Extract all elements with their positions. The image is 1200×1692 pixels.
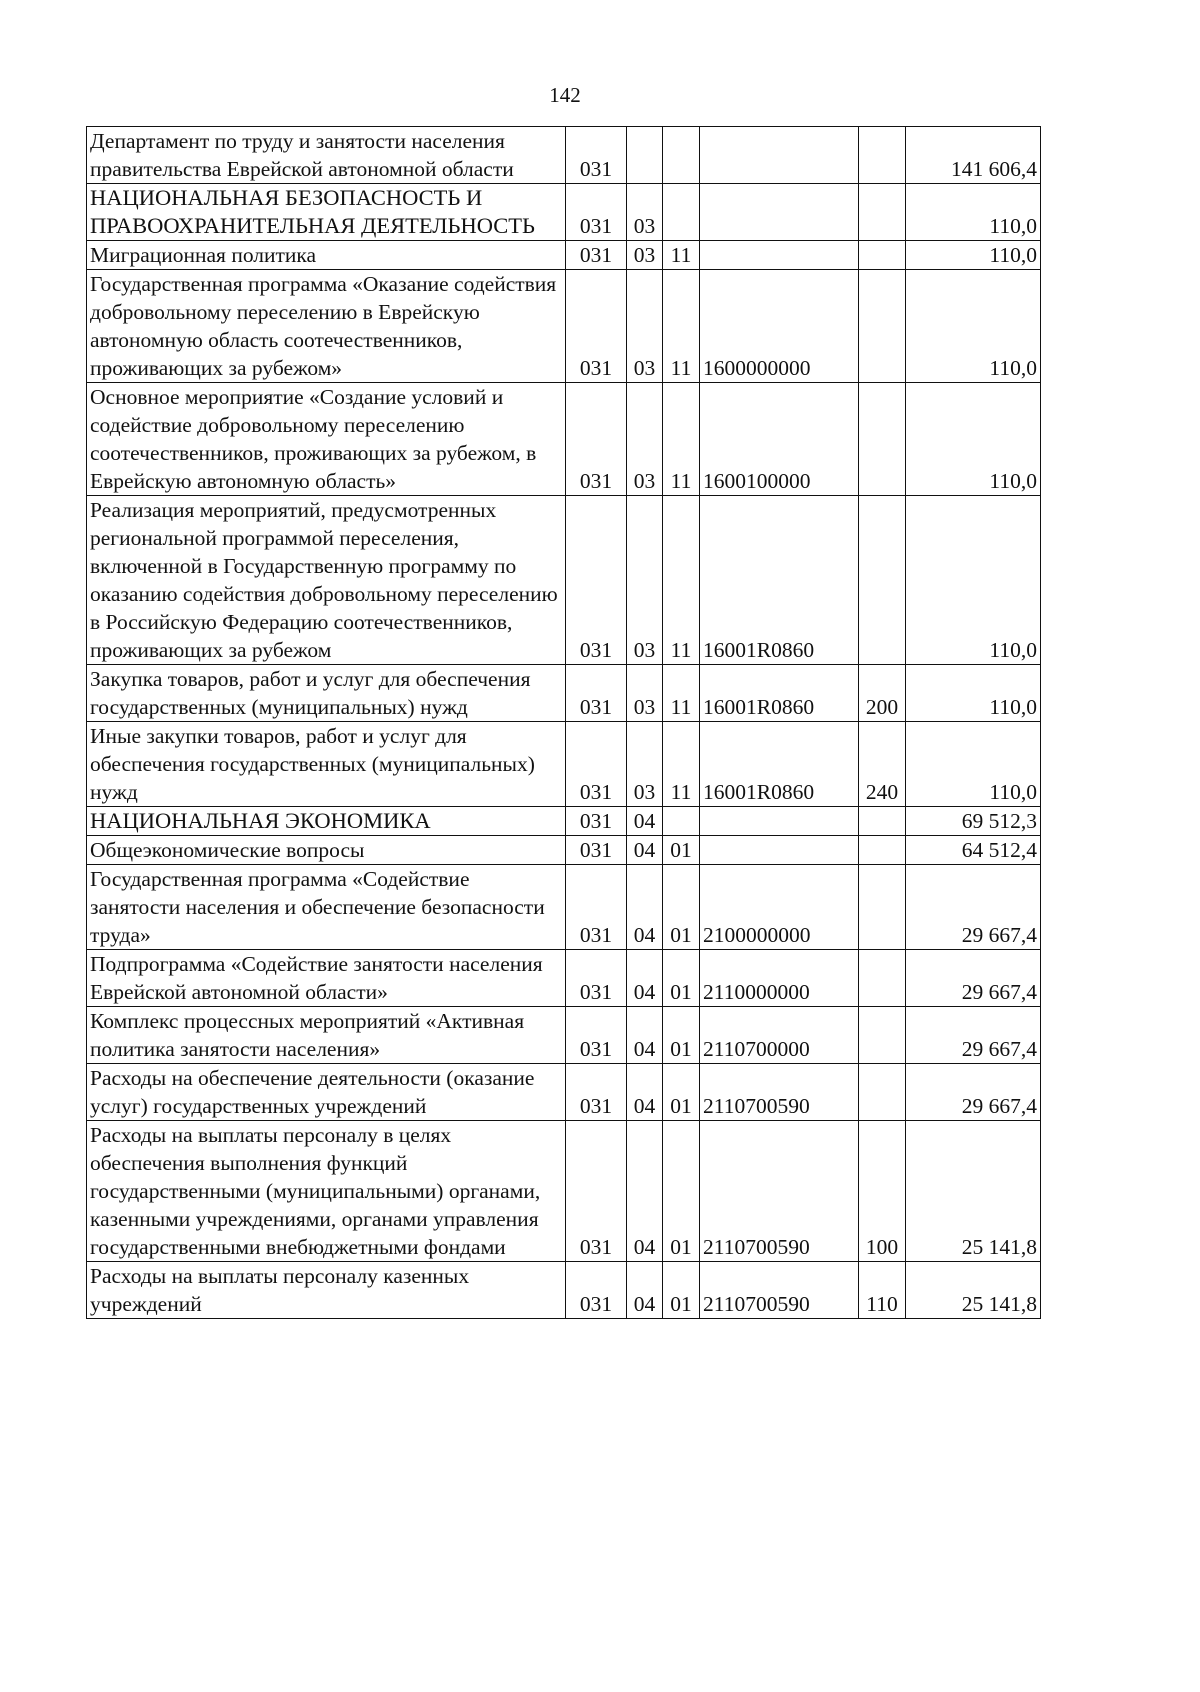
amount-cell: 110,0: [906, 184, 1041, 241]
ministry-code-cell: 031: [566, 241, 627, 270]
subsection-code-cell: 01: [663, 865, 700, 950]
table-row: [87, 1064, 1041, 1121]
ministry-code-cell: 031: [566, 722, 627, 807]
target-article-cell: 2110700590: [700, 1064, 859, 1121]
amount-cell: 25 141,8: [906, 1121, 1041, 1262]
target-article-cell: 2110700590: [700, 1121, 859, 1262]
item-name-cell: НАЦИОНАЛЬНАЯ ЭКОНОМИКА: [87, 807, 566, 836]
target-article-cell: 2110000000: [700, 950, 859, 1007]
section-code-cell: 03: [627, 722, 663, 807]
subsection-code-cell: 01: [663, 1262, 700, 1319]
item-name-cell: Основное мероприятие «Создание условий и содействие добровольному переселению соотечественников, проживающих за рубежом, в Еврейскую автономную область»: [87, 383, 566, 496]
item-name-cell: Реализация мероприятий, предусмотренных региональной программой переселения, включенной в Государственную программу по оказанию содействия добровольному переселению в Российскую Федерацию соотечественников, проживающих за рубежом: [87, 496, 566, 665]
subsection-code-cell: 11: [663, 665, 700, 722]
item-name-cell: НАЦИОНАЛЬНАЯ БЕЗОПАСНОСТЬ И ПРАВООХРАНИТЕЛЬНАЯ ДЕЯТЕЛЬНОСТЬ: [87, 184, 566, 241]
expense-type-cell: [859, 836, 906, 865]
table-row: [87, 836, 1041, 865]
item-name-cell: Расходы на выплаты персоналу казенных учреждений: [87, 1262, 566, 1319]
subsection-code-cell: 11: [663, 383, 700, 496]
amount-cell: 64 512,4: [906, 836, 1041, 865]
section-code-cell: 03: [627, 665, 663, 722]
item-name-cell: Комплекс процессных мероприятий «Активная политика занятости населения»: [87, 1007, 566, 1064]
section-code-cell: 04: [627, 807, 663, 836]
table-row: [87, 241, 1041, 270]
item-name-cell: Миграционная политика: [87, 241, 566, 270]
item-name-cell: Государственная программа «Оказание содействия добровольному переселению в Еврейскую автономную область соотечественников, проживающих за рубежом»: [87, 270, 566, 383]
section-code-cell: 03: [627, 383, 663, 496]
subsection-code-cell: [663, 807, 700, 836]
table-row: [87, 807, 1041, 836]
section-code-cell: 04: [627, 1262, 663, 1319]
table-row: [87, 865, 1041, 950]
subsection-code-cell: 01: [663, 950, 700, 1007]
amount-cell: 29 667,4: [906, 865, 1041, 950]
target-article-cell: 2110700000: [700, 1007, 859, 1064]
section-code-cell: 03: [627, 496, 663, 665]
subsection-code-cell: 01: [663, 1121, 700, 1262]
subsection-code-cell: 01: [663, 1064, 700, 1121]
section-code-cell: 04: [627, 836, 663, 865]
section-code-cell: 04: [627, 865, 663, 950]
ministry-code-cell: 031: [566, 836, 627, 865]
ministry-code-cell: 031: [566, 127, 627, 184]
subsection-code-cell: 11: [663, 241, 700, 270]
ministry-code-cell: 031: [566, 270, 627, 383]
table-row: [87, 496, 1041, 665]
budget-table-body: [87, 127, 1041, 1319]
expense-type-cell: 240: [859, 722, 906, 807]
amount-cell: 141 606,4: [906, 127, 1041, 184]
expense-type-cell: 200: [859, 665, 906, 722]
item-name-cell: Государственная программа «Содействие занятости населения и обеспечение безопасности труда»: [87, 865, 566, 950]
ministry-code-cell: 031: [566, 496, 627, 665]
expense-type-cell: [859, 1007, 906, 1064]
amount-cell: 69 512,3: [906, 807, 1041, 836]
section-code-cell: 03: [627, 270, 663, 383]
ministry-code-cell: 031: [566, 665, 627, 722]
target-article-cell: 1600000000: [700, 270, 859, 383]
expense-type-cell: [859, 1064, 906, 1121]
ministry-code-cell: 031: [566, 865, 627, 950]
ministry-code-cell: 031: [566, 1064, 627, 1121]
section-code-cell: 03: [627, 241, 663, 270]
expense-type-cell: [859, 184, 906, 241]
target-article-cell: [700, 807, 859, 836]
expense-type-cell: [859, 950, 906, 1007]
amount-cell: 25 141,8: [906, 1262, 1041, 1319]
table-row: [87, 184, 1041, 241]
target-article-cell: [700, 184, 859, 241]
amount-cell: 110,0: [906, 722, 1041, 807]
ministry-code-cell: 031: [566, 184, 627, 241]
item-name-cell: Иные закупки товаров, работ и услуг для обеспечения государственных (муниципальных) нужд: [87, 722, 566, 807]
subsection-code-cell: 11: [663, 496, 700, 665]
amount-cell: 110,0: [906, 665, 1041, 722]
subsection-code-cell: 01: [663, 1007, 700, 1064]
amount-cell: 110,0: [906, 383, 1041, 496]
table-row: [87, 383, 1041, 496]
ministry-code-cell: 031: [566, 950, 627, 1007]
expense-type-cell: [859, 383, 906, 496]
ministry-code-cell: 031: [566, 1007, 627, 1064]
expense-type-cell: [859, 496, 906, 665]
page-number: 142: [549, 83, 581, 107]
table-row: [87, 270, 1041, 383]
section-code-cell: [627, 127, 663, 184]
expense-type-cell: 110: [859, 1262, 906, 1319]
target-article-cell: [700, 836, 859, 865]
item-name-cell: Расходы на выплаты персоналу в целях обеспечения выполнения функций государственными (муниципальными) органами, казенными учреждениями, органами управления государственными внебюджетными фондами: [87, 1121, 566, 1262]
subsection-code-cell: [663, 127, 700, 184]
amount-cell: 29 667,4: [906, 1007, 1041, 1064]
ministry-code-cell: 031: [566, 1121, 627, 1262]
item-name-cell: Расходы на обеспечение деятельности (оказание услуг) государственных учреждений: [87, 1064, 566, 1121]
section-code-cell: 04: [627, 950, 663, 1007]
target-article-cell: 16001R0860: [700, 722, 859, 807]
item-name-cell: Общеэкономические вопросы: [87, 836, 566, 865]
ministry-code-cell: 031: [566, 383, 627, 496]
expense-type-cell: [859, 127, 906, 184]
target-article-cell: 16001R0860: [700, 496, 859, 665]
ministry-code-cell: 031: [566, 1262, 627, 1319]
table-row: [87, 127, 1041, 184]
section-code-cell: 04: [627, 1007, 663, 1064]
target-article-cell: 1600100000: [700, 383, 859, 496]
amount-cell: 29 667,4: [906, 950, 1041, 1007]
expense-type-cell: [859, 270, 906, 383]
amount-cell: 110,0: [906, 496, 1041, 665]
target-article-cell: [700, 127, 859, 184]
expense-type-cell: [859, 241, 906, 270]
section-code-cell: 03: [627, 184, 663, 241]
section-code-cell: 04: [627, 1064, 663, 1121]
item-name-cell: Подпрограмма «Содействие занятости населения Еврейской автономной области»: [87, 950, 566, 1007]
table-row: [87, 722, 1041, 807]
item-name-cell: Департамент по труду и занятости населения правительства Еврейской автономной области: [87, 127, 566, 184]
target-article-cell: 2100000000: [700, 865, 859, 950]
table-row: [87, 1262, 1041, 1319]
ministry-code-cell: 031: [566, 807, 627, 836]
subsection-code-cell: 11: [663, 722, 700, 807]
table-row: [87, 1007, 1041, 1064]
target-article-cell: [700, 241, 859, 270]
target-article-cell: 16001R0860: [700, 665, 859, 722]
section-code-cell: 04: [627, 1121, 663, 1262]
item-name-cell: Закупка товаров, работ и услуг для обеспечения государственных (муниципальных) нужд: [87, 665, 566, 722]
subsection-code-cell: [663, 184, 700, 241]
expense-type-cell: 100: [859, 1121, 906, 1262]
table-row: [87, 665, 1041, 722]
table-row: [87, 1121, 1041, 1262]
target-article-cell: 2110700590: [700, 1262, 859, 1319]
table-row: [87, 950, 1041, 1007]
amount-cell: 110,0: [906, 270, 1041, 383]
subsection-code-cell: 11: [663, 270, 700, 383]
amount-cell: 110,0: [906, 241, 1041, 270]
expense-type-cell: [859, 807, 906, 836]
budget-table: [86, 126, 1041, 1319]
amount-cell: 29 667,4: [906, 1064, 1041, 1121]
subsection-code-cell: 01: [663, 836, 700, 865]
expense-type-cell: [859, 865, 906, 950]
